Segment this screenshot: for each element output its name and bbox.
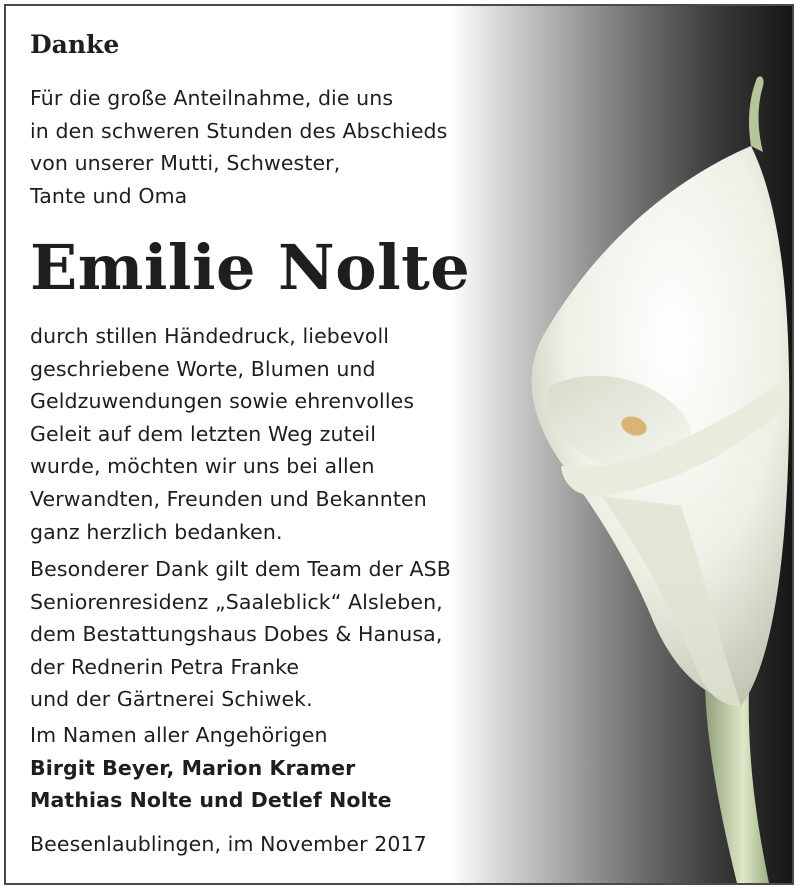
signature-block — [30, 719, 500, 817]
special-thanks-line: der Rednerin Petra Franke — [30, 654, 300, 679]
intro-paragraph — [30, 82, 500, 212]
place-date — [30, 828, 500, 861]
deceased-name: Emilie Nolte — [30, 231, 471, 304]
special-thanks-paragraph — [30, 553, 500, 716]
intro-line: in den schweren Stunden des Abschieds — [30, 118, 448, 143]
special-thanks-line: Besonderer Dank gilt dem Team der ASB — [30, 557, 451, 581]
intro-line: Für die große Anteilnahme, die uns — [30, 86, 394, 110]
thanks-line: wurde, möchten wir uns bei allen — [30, 454, 375, 479]
signature-names: Mathias Nolte und Detlef Nolte — [30, 788, 392, 813]
thanks-line: Geleit auf dem letzten Weg zuteil — [30, 421, 377, 446]
signature-intro: Im Namen aller Angehörigen — [30, 723, 328, 747]
thanks-line: ganz herzlich bedanken. — [30, 519, 283, 544]
thanks-paragraph — [30, 320, 500, 548]
heading: Danke — [30, 30, 120, 59]
thanks-line: geschriebene Worte, Blumen und — [30, 356, 376, 381]
obituary-card — [4, 4, 794, 885]
thanks-line: durch stillen Händedruck, liebevoll — [30, 324, 390, 348]
special-thanks-line: und der Gärtnerei Schiwek. — [30, 687, 313, 712]
intro-line: von unserer Mutti, Schwester, — [30, 151, 341, 176]
special-thanks-line: dem Bestattungshaus Dobes & Hanusa, — [30, 622, 443, 647]
intro-line: Tante und Oma — [30, 183, 188, 208]
thanks-line: Verwandten, Freunden und Bekannten — [30, 486, 427, 511]
place-date-text: Beesenlaublingen, im November 2017 — [30, 832, 427, 856]
special-thanks-line: Seniorenresidenz „Saaleblick“ Alsleben, — [30, 589, 443, 614]
thanks-line: Geldzuwendungen sowie ehrenvolles — [30, 389, 415, 414]
signature-names: Birgit Beyer, Marion Kramer — [30, 755, 356, 780]
calla-lily-flower-icon — [451, 6, 792, 883]
